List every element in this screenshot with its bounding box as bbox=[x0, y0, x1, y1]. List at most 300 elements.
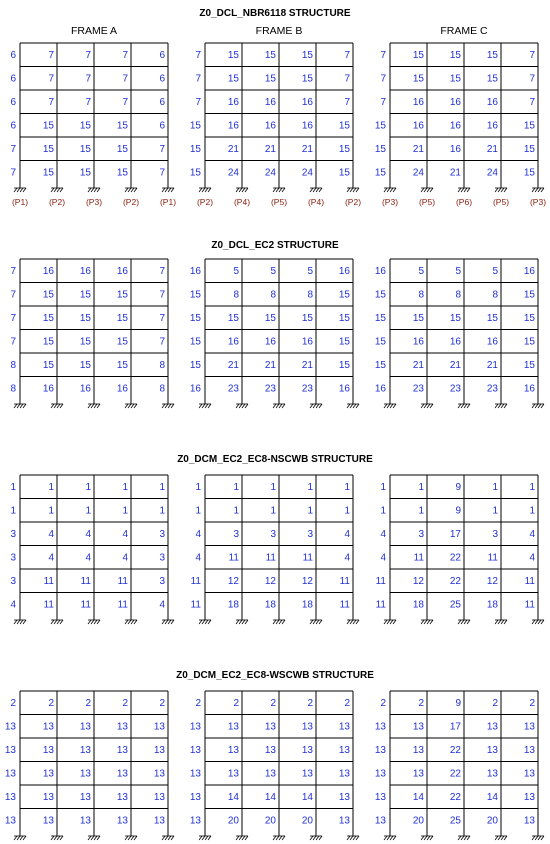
section-number: 13 bbox=[153, 745, 165, 756]
support-hatch bbox=[205, 836, 208, 840]
section-number: 13 bbox=[4, 721, 16, 733]
section-number: 11 bbox=[43, 599, 54, 611]
section-number: 11 bbox=[117, 576, 128, 587]
support-hatch bbox=[88, 620, 91, 624]
section-number: 1 bbox=[270, 505, 276, 517]
section-number: 4 bbox=[380, 552, 386, 564]
structure-block bbox=[10, 454, 544, 624]
support-tag: (P2) bbox=[344, 197, 362, 207]
support-hatch bbox=[125, 188, 128, 192]
section-number: 4 bbox=[195, 529, 201, 540]
support-hatch bbox=[245, 404, 248, 408]
section-number: 7 bbox=[10, 336, 16, 348]
section-number: 23 bbox=[264, 383, 276, 395]
section-number: 11 bbox=[117, 599, 128, 611]
section-number: 3 bbox=[159, 552, 165, 564]
support-hatch bbox=[353, 188, 356, 192]
section-number: 14 bbox=[486, 792, 498, 803]
support-tag: (P2) bbox=[48, 197, 66, 207]
support-hatch bbox=[51, 404, 54, 408]
support-hatch bbox=[94, 620, 97, 624]
support-hatch bbox=[14, 188, 17, 192]
support-hatch bbox=[461, 404, 464, 408]
support-tag: (P5) bbox=[418, 197, 436, 207]
section-number: 13 bbox=[116, 792, 128, 803]
frame bbox=[10, 43, 176, 207]
section-number: 16 bbox=[79, 383, 91, 395]
section-number: 11 bbox=[80, 576, 91, 587]
section-number: 3 bbox=[492, 529, 498, 540]
support-hatch bbox=[464, 188, 467, 192]
section-number: 7 bbox=[10, 313, 16, 324]
support-hatch bbox=[60, 404, 63, 408]
section-number: 13 bbox=[227, 721, 239, 733]
section-number: 15 bbox=[374, 167, 386, 179]
section-number: 15 bbox=[523, 313, 535, 324]
section-number: 15 bbox=[523, 144, 535, 155]
section-number: 25 bbox=[449, 815, 461, 827]
structure-title: Z0_DCL_EC2 STRUCTURE bbox=[211, 240, 339, 251]
support-hatch bbox=[393, 404, 396, 408]
support-hatch bbox=[501, 404, 504, 408]
section-number: 13 bbox=[374, 792, 386, 803]
section-number: 16 bbox=[227, 97, 239, 108]
support-hatch bbox=[390, 620, 393, 624]
section-number: 15 bbox=[227, 313, 239, 324]
section-number: 3 bbox=[10, 529, 16, 540]
support-hatch bbox=[273, 836, 276, 840]
section-number: 15 bbox=[449, 50, 461, 61]
support-hatch bbox=[168, 836, 171, 840]
support-hatch bbox=[538, 188, 541, 192]
support-hatch bbox=[421, 620, 424, 624]
support-hatch bbox=[91, 188, 94, 192]
structure-block bbox=[5, 670, 544, 840]
section-number: 4 bbox=[48, 552, 54, 564]
support-hatch bbox=[467, 836, 470, 840]
support-hatch bbox=[384, 836, 387, 840]
section-number: 13 bbox=[42, 745, 54, 756]
support-hatch bbox=[427, 188, 430, 192]
section-number: 21 bbox=[301, 144, 313, 155]
section-number: 13 bbox=[116, 721, 128, 733]
section-number: 15 bbox=[42, 336, 54, 348]
frame-label: FRAME C bbox=[440, 25, 488, 37]
support-hatch bbox=[316, 620, 319, 624]
section-number: 21 bbox=[264, 144, 276, 155]
section-number: 24 bbox=[412, 167, 424, 179]
section-number: 13 bbox=[486, 745, 498, 756]
section-number: 7 bbox=[10, 144, 16, 155]
support-hatch bbox=[498, 620, 501, 624]
support-hatch bbox=[424, 188, 427, 192]
section-number: 4 bbox=[344, 529, 350, 540]
section-number: 8 bbox=[270, 289, 276, 301]
support-hatch bbox=[14, 836, 17, 840]
section-number: 1 bbox=[233, 482, 239, 493]
support-hatch bbox=[387, 620, 390, 624]
section-number: 15 bbox=[79, 144, 91, 155]
section-number: 12 bbox=[301, 576, 313, 587]
support-hatch bbox=[54, 404, 57, 408]
section-number: 2 bbox=[270, 698, 276, 709]
section-number: 18 bbox=[486, 599, 498, 611]
support-hatch bbox=[20, 620, 23, 624]
section-number: 16 bbox=[79, 266, 91, 277]
section-number: 15 bbox=[189, 144, 201, 155]
section-number: 2 bbox=[418, 698, 424, 709]
section-number: 1 bbox=[159, 505, 165, 517]
support-hatch bbox=[236, 188, 239, 192]
section-number: 1 bbox=[418, 482, 424, 493]
structure-title: Z0_DCL_NBR6118 STRUCTURE bbox=[199, 8, 351, 19]
section-number: 16 bbox=[264, 336, 276, 348]
section-number: 2 bbox=[159, 698, 165, 709]
section-number: 18 bbox=[412, 599, 424, 611]
section-number: 11 bbox=[228, 552, 239, 564]
support-hatch bbox=[310, 620, 313, 624]
section-number: 15 bbox=[338, 144, 350, 155]
support-hatch bbox=[498, 836, 501, 840]
section-number: 16 bbox=[449, 97, 461, 108]
support-hatch bbox=[125, 620, 128, 624]
section-number: 18 bbox=[227, 599, 239, 611]
support-hatch bbox=[168, 404, 171, 408]
section-number: 15 bbox=[374, 336, 386, 348]
support-hatch bbox=[88, 188, 91, 192]
support-hatch bbox=[97, 188, 100, 192]
section-number: 25 bbox=[449, 599, 461, 611]
support-hatch bbox=[501, 188, 504, 192]
support-hatch bbox=[97, 404, 100, 408]
support-hatch bbox=[427, 836, 430, 840]
support-hatch bbox=[125, 404, 128, 408]
support-hatch bbox=[279, 404, 282, 408]
support-hatch bbox=[94, 188, 97, 192]
section-number: 4 bbox=[159, 599, 165, 611]
section-number: 22 bbox=[449, 576, 461, 587]
section-number: 1 bbox=[492, 505, 498, 517]
support-hatch bbox=[347, 188, 350, 192]
support-hatch bbox=[205, 620, 208, 624]
support-hatch bbox=[51, 188, 54, 192]
section-number: 11 bbox=[375, 576, 386, 587]
section-number: 8 bbox=[10, 383, 16, 395]
support-hatch bbox=[421, 836, 424, 840]
section-number: 15 bbox=[486, 73, 498, 85]
section-number: 15 bbox=[189, 120, 201, 132]
support-hatch bbox=[14, 620, 17, 624]
support-hatch bbox=[91, 836, 94, 840]
section-number: 22 bbox=[449, 792, 461, 803]
section-number: 16 bbox=[301, 97, 313, 108]
section-number: 12 bbox=[412, 576, 424, 587]
frame bbox=[375, 259, 544, 408]
section-number: 16 bbox=[301, 120, 313, 132]
support-tag: (P1) bbox=[11, 197, 29, 207]
support-hatch bbox=[57, 620, 60, 624]
support-hatch bbox=[541, 404, 544, 408]
support-hatch bbox=[171, 836, 174, 840]
section-number: 13 bbox=[116, 815, 128, 827]
section-number: 15 bbox=[79, 313, 91, 324]
section-number: 4 bbox=[85, 529, 91, 540]
support-hatch bbox=[316, 836, 319, 840]
section-number: 18 bbox=[264, 599, 276, 611]
section-number: 7 bbox=[380, 73, 386, 85]
section-number: 15 bbox=[42, 120, 54, 132]
section-number: 2 bbox=[48, 698, 54, 709]
support-hatch bbox=[23, 188, 26, 192]
section-number: 8 bbox=[233, 289, 239, 301]
section-number: 13 bbox=[301, 721, 313, 733]
support-hatch bbox=[464, 404, 467, 408]
section-number: 16 bbox=[486, 336, 498, 348]
section-number: 13 bbox=[79, 721, 91, 733]
section-number: 7 bbox=[48, 50, 54, 61]
support-hatch bbox=[88, 404, 91, 408]
section-number: 7 bbox=[529, 50, 535, 61]
support-hatch bbox=[356, 404, 359, 408]
support-hatch bbox=[54, 836, 57, 840]
section-number: 21 bbox=[412, 144, 424, 155]
support-hatch bbox=[384, 188, 387, 192]
support-hatch bbox=[464, 836, 467, 840]
support-hatch bbox=[94, 404, 97, 408]
section-number: 16 bbox=[486, 97, 498, 108]
support-hatch bbox=[208, 188, 211, 192]
section-number: 22 bbox=[449, 768, 461, 780]
section-number: 16 bbox=[412, 120, 424, 132]
section-number: 8 bbox=[492, 289, 498, 301]
section-number: 12 bbox=[227, 576, 239, 587]
section-number: 5 bbox=[418, 266, 424, 277]
support-hatch bbox=[171, 620, 174, 624]
support-hatch bbox=[245, 836, 248, 840]
section-number: 7 bbox=[380, 97, 386, 108]
support-hatch bbox=[461, 620, 464, 624]
support-hatch bbox=[165, 836, 168, 840]
section-number: 1 bbox=[270, 482, 276, 493]
section-number: 13 bbox=[412, 721, 424, 733]
section-number: 2 bbox=[122, 698, 128, 709]
section-number: 20 bbox=[486, 815, 498, 827]
section-number: 15 bbox=[523, 289, 535, 301]
section-number: 13 bbox=[374, 721, 386, 733]
support-hatch bbox=[498, 188, 501, 192]
section-number: 15 bbox=[42, 289, 54, 301]
support-hatch bbox=[282, 404, 285, 408]
support-hatch bbox=[390, 188, 393, 192]
support-hatch bbox=[350, 836, 353, 840]
support-hatch bbox=[239, 404, 242, 408]
section-number: 13 bbox=[338, 745, 350, 756]
section-number: 17 bbox=[449, 529, 461, 540]
support-hatch bbox=[91, 404, 94, 408]
support-hatch bbox=[242, 404, 245, 408]
support-hatch bbox=[535, 620, 538, 624]
section-number: 13 bbox=[4, 815, 16, 827]
section-number: 20 bbox=[264, 815, 276, 827]
section-number: 4 bbox=[48, 529, 54, 540]
section-number: 15 bbox=[79, 167, 91, 179]
support-hatch bbox=[310, 836, 313, 840]
section-number: 15 bbox=[264, 73, 276, 85]
section-number: 15 bbox=[116, 144, 128, 155]
section-number: 16 bbox=[227, 336, 239, 348]
support-hatch bbox=[199, 188, 202, 192]
support-hatch bbox=[14, 404, 17, 408]
section-number: 15 bbox=[374, 144, 386, 155]
section-number: 15 bbox=[301, 50, 313, 61]
section-number: 23 bbox=[301, 383, 313, 395]
support-hatch bbox=[532, 836, 535, 840]
support-tag: (P2) bbox=[122, 197, 140, 207]
support-hatch bbox=[313, 404, 316, 408]
section-number: 1 bbox=[48, 482, 54, 493]
section-number: 6 bbox=[159, 50, 165, 61]
section-number: 13 bbox=[412, 745, 424, 756]
support-hatch bbox=[282, 188, 285, 192]
section-number: 4 bbox=[10, 599, 16, 611]
support-hatch bbox=[54, 620, 57, 624]
section-number: 1 bbox=[380, 505, 386, 517]
section-number: 15 bbox=[189, 336, 201, 348]
frame bbox=[10, 259, 174, 408]
section-number: 24 bbox=[301, 167, 313, 179]
support-hatch bbox=[168, 188, 171, 192]
support-hatch bbox=[17, 188, 20, 192]
section-number: 13 bbox=[153, 792, 165, 803]
support-hatch bbox=[535, 404, 538, 408]
support-hatch bbox=[51, 620, 54, 624]
section-number: 16 bbox=[42, 383, 54, 395]
support-hatch bbox=[165, 188, 168, 192]
section-number: 16 bbox=[523, 383, 535, 395]
support-hatch bbox=[199, 620, 202, 624]
section-number: 7 bbox=[122, 97, 128, 108]
support-hatch bbox=[279, 188, 282, 192]
section-number: 3 bbox=[159, 529, 165, 540]
section-number: 11 bbox=[43, 576, 54, 587]
section-number: 16 bbox=[227, 120, 239, 132]
section-number: 11 bbox=[190, 599, 201, 611]
section-number: 11 bbox=[80, 599, 91, 611]
section-number: 6 bbox=[159, 73, 165, 85]
support-hatch bbox=[202, 836, 205, 840]
support-hatch bbox=[202, 404, 205, 408]
support-hatch bbox=[532, 188, 535, 192]
section-number: 21 bbox=[227, 360, 239, 371]
section-number: 7 bbox=[380, 50, 386, 61]
support-hatch bbox=[208, 836, 211, 840]
support-hatch bbox=[165, 404, 168, 408]
support-hatch bbox=[208, 404, 211, 408]
support-hatch bbox=[319, 836, 322, 840]
section-number: 24 bbox=[486, 167, 498, 179]
section-number: 23 bbox=[486, 383, 498, 395]
section-number: 8 bbox=[159, 360, 165, 371]
section-number: 15 bbox=[338, 120, 350, 132]
section-number: 13 bbox=[153, 768, 165, 780]
support-hatch bbox=[239, 620, 242, 624]
section-number: 16 bbox=[42, 266, 54, 277]
section-number: 13 bbox=[338, 792, 350, 803]
section-number: 2 bbox=[529, 698, 535, 709]
section-number: 15 bbox=[227, 73, 239, 85]
section-number: 7 bbox=[195, 73, 201, 85]
support-hatch bbox=[532, 620, 535, 624]
support-hatch bbox=[467, 404, 470, 408]
section-number: 2 bbox=[380, 698, 386, 709]
section-number: 16 bbox=[116, 266, 128, 277]
section-number: 7 bbox=[48, 97, 54, 108]
section-number: 3 bbox=[307, 529, 313, 540]
section-number: 16 bbox=[486, 120, 498, 132]
support-hatch bbox=[430, 836, 433, 840]
section-number: 15 bbox=[338, 336, 350, 348]
section-number: 4 bbox=[122, 552, 128, 564]
section-number: 16 bbox=[449, 144, 461, 155]
section-number: 21 bbox=[449, 360, 461, 371]
section-number: 13 bbox=[189, 721, 201, 733]
section-number: 16 bbox=[338, 266, 350, 277]
support-hatch bbox=[316, 188, 319, 192]
section-number: 8 bbox=[159, 383, 165, 395]
support-hatch bbox=[316, 404, 319, 408]
support-hatch bbox=[495, 836, 498, 840]
support-tag: (P2) bbox=[196, 197, 214, 207]
section-number: 15 bbox=[116, 360, 128, 371]
support-hatch bbox=[458, 620, 461, 624]
section-number: 15 bbox=[116, 289, 128, 301]
section-number: 3 bbox=[10, 552, 16, 564]
section-number: 11 bbox=[339, 576, 350, 587]
section-number: 15 bbox=[42, 167, 54, 179]
section-number: 7 bbox=[122, 73, 128, 85]
section-number: 2 bbox=[492, 698, 498, 709]
section-number: 13 bbox=[486, 721, 498, 733]
support-hatch bbox=[393, 188, 396, 192]
section-number: 7 bbox=[85, 97, 91, 108]
support-hatch bbox=[504, 620, 507, 624]
support-hatch bbox=[424, 620, 427, 624]
support-hatch bbox=[458, 404, 461, 408]
section-number: 13 bbox=[523, 768, 535, 780]
section-number: 5 bbox=[270, 266, 276, 277]
frame bbox=[10, 475, 174, 624]
section-number: 15 bbox=[523, 336, 535, 348]
section-number: 2 bbox=[195, 698, 201, 709]
support-hatch bbox=[353, 620, 356, 624]
section-number: 18 bbox=[301, 599, 313, 611]
section-number: 1 bbox=[10, 505, 16, 517]
section-number: 15 bbox=[42, 144, 54, 155]
support-hatch bbox=[430, 404, 433, 408]
section-number: 13 bbox=[4, 745, 16, 756]
support-hatch bbox=[384, 404, 387, 408]
support-hatch bbox=[390, 836, 393, 840]
support-hatch bbox=[421, 188, 424, 192]
section-number: 2 bbox=[10, 698, 16, 709]
section-number: 13 bbox=[227, 768, 239, 780]
support-hatch bbox=[239, 836, 242, 840]
support-tag: (P3) bbox=[85, 197, 103, 207]
section-number: 7 bbox=[85, 50, 91, 61]
support-hatch bbox=[131, 404, 134, 408]
section-number: 1 bbox=[418, 505, 424, 517]
section-number: 13 bbox=[42, 768, 54, 780]
